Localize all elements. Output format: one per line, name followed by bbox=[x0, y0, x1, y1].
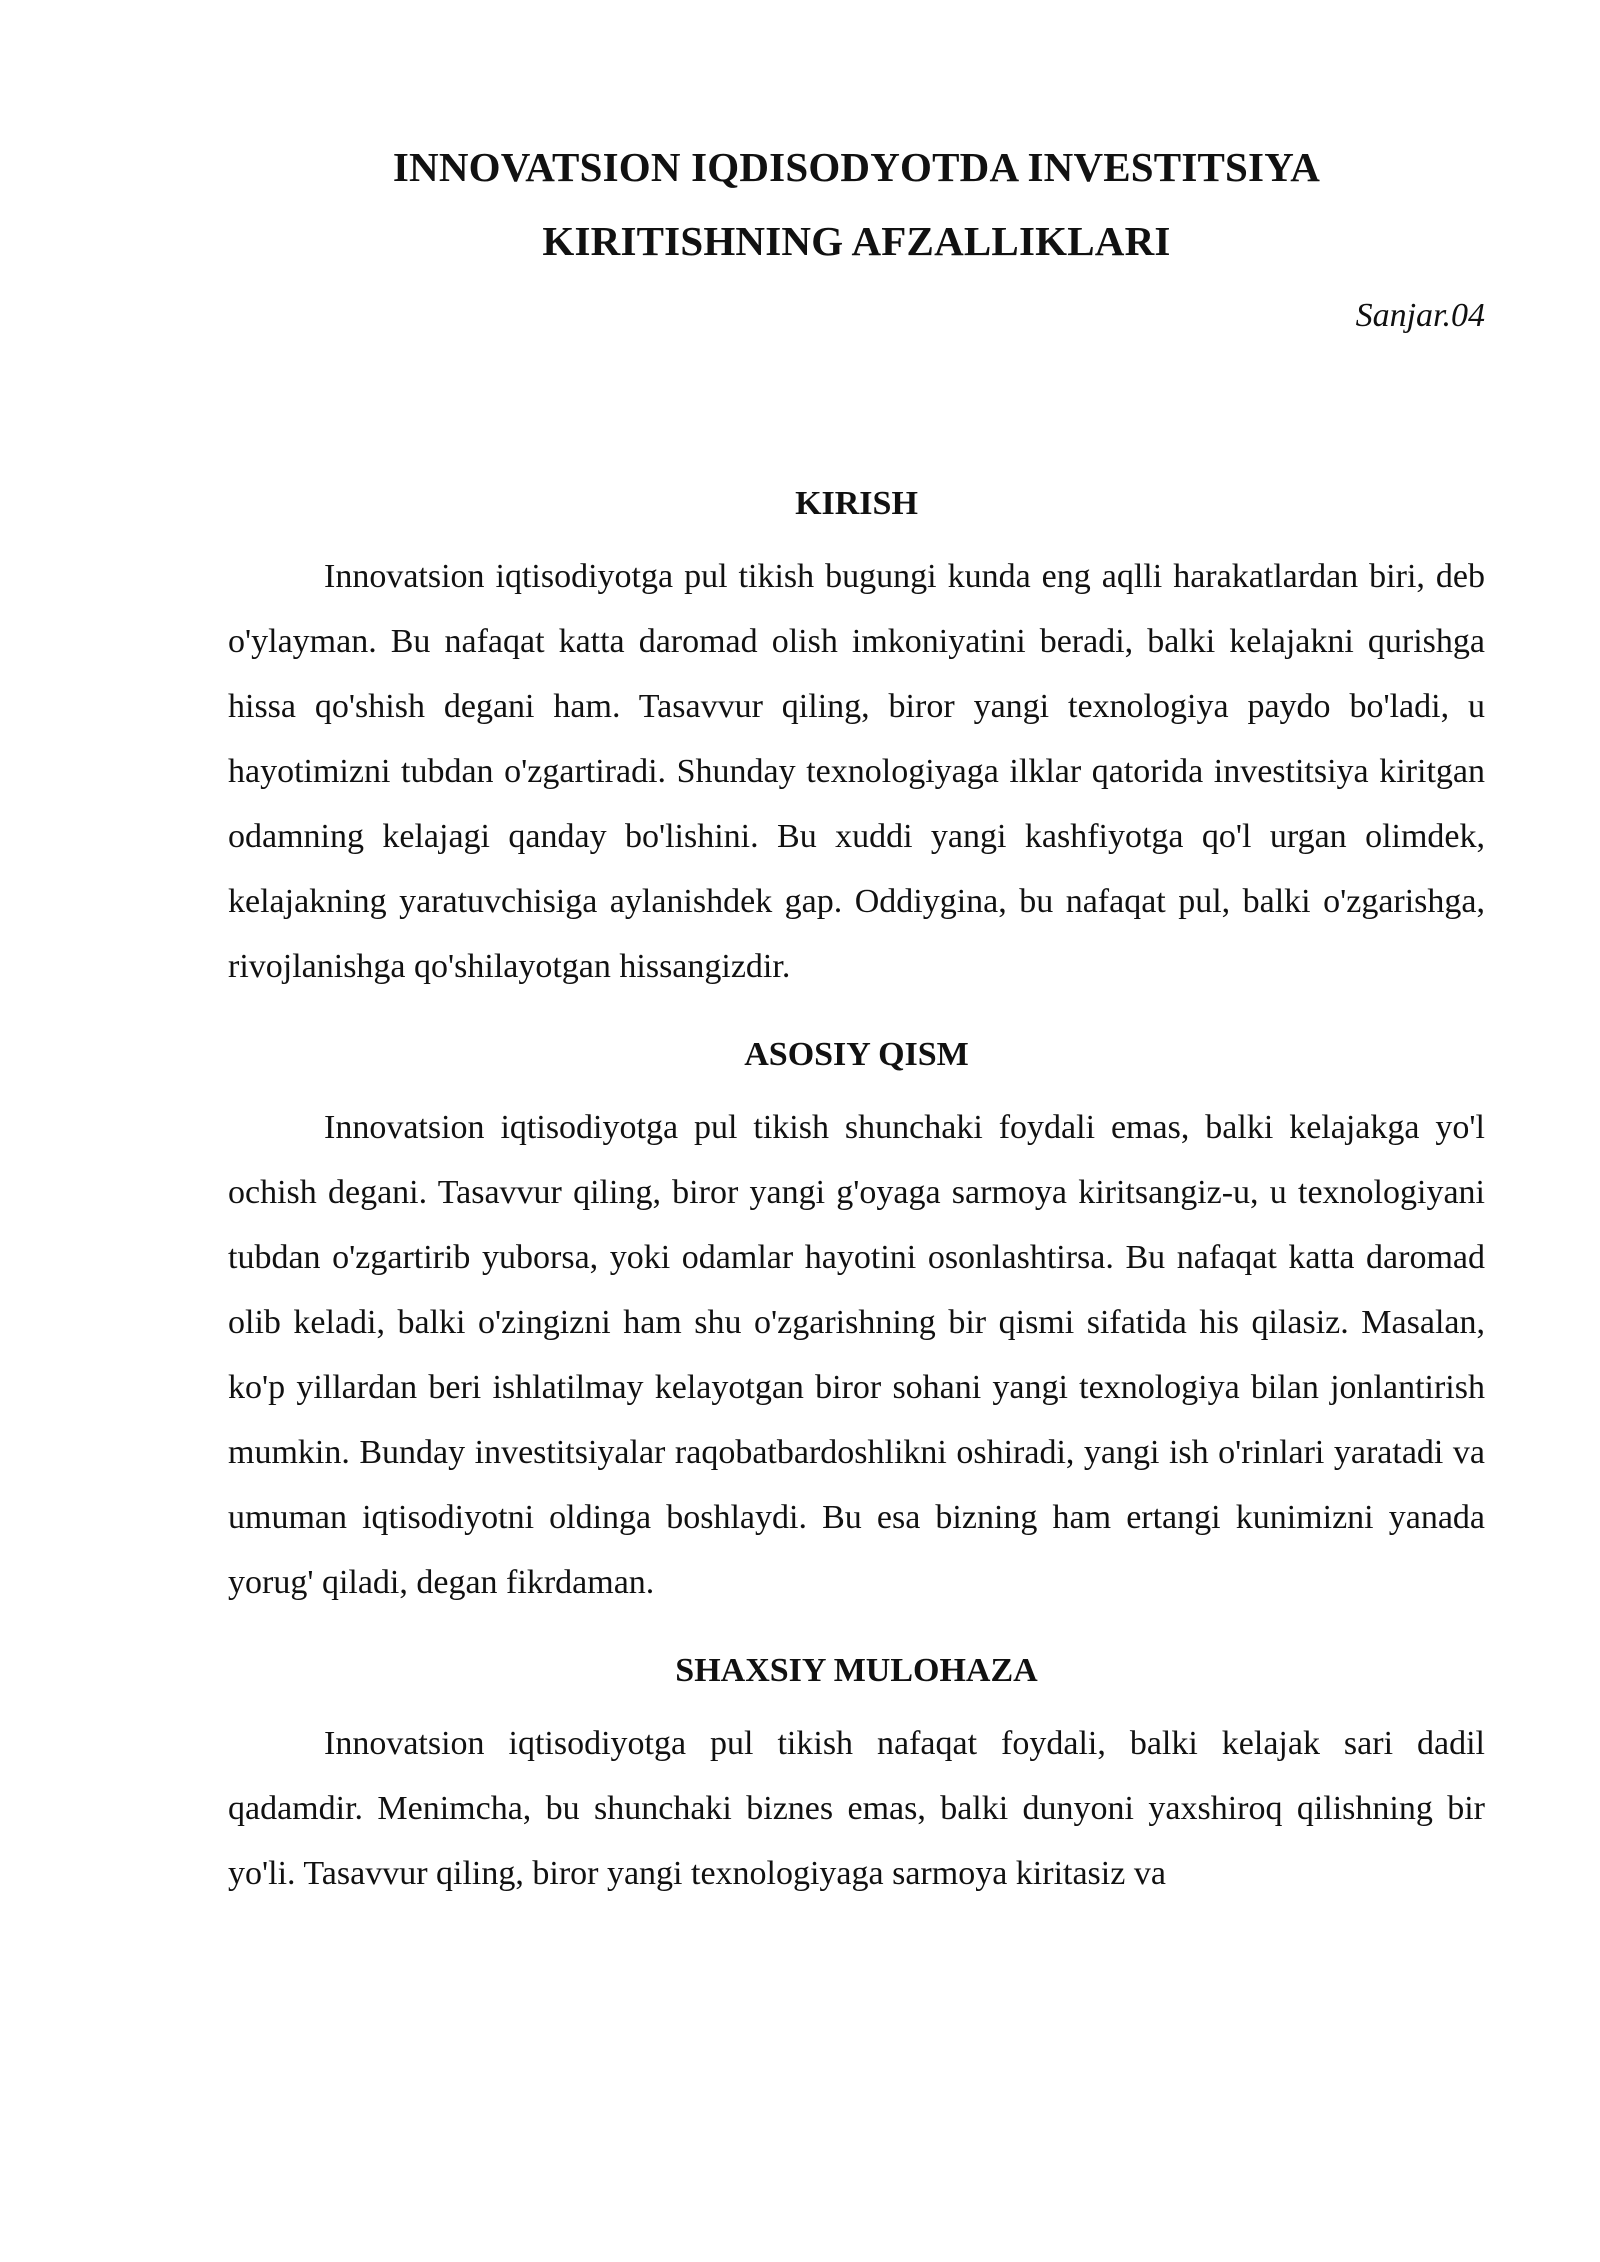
section-heading-shaxsiy-mulohaza: SHAXSIY MULOHAZA bbox=[675, 1652, 1038, 1689]
document-title-line2: KIRITISHNING AFZALLIKLARI bbox=[542, 218, 1171, 264]
document-page bbox=[228, 130, 1485, 1906]
section-paragraph-kirish: Innovatsion iqtisodiyotga pul tikish bugungi kunda eng aqlli harakatlardan biri, deb o'ylayman. Bu nafaqat katta daromad olish imkoniyatini beradi, balki kelajakni qurishga hissa qo'shish degani ham. Tasavvur qiling, biror yangi texnologiya paydo bo'ladi, u hayotimizni tubdan o'zgartiradi. Shunday texnologiyaga ilklar qatorida investitsiya kiritgan odamning kelajagi qanday bo'lishini. Bu xuddi yangi kashfiyotga qo'l urgan olimdek, kelajakning yaratuvchisiga aylanishdek gap. Oddiygina, bu nafaqat pul, balki o'zgarishga, rivojlanishga qo'shilayotgan hissangizdir. bbox=[228, 558, 1485, 985]
section-heading-kirish: KIRISH bbox=[795, 485, 918, 522]
document-title bbox=[228, 130, 1485, 278]
section-paragraph-asosiy-qism: Innovatsion iqtisodiyotga pul tikish shunchaki foydali emas, balki kelajakga yo'l ochish degani. Tasavvur qiling, biror yangi g'oyaga sarmoya kiritsangiz-u, u texnologiyani tubdan o'zgartirib yuborsa, yoki odamlar hayotini osonlashtirsa. Bu nafaqat katta daromad olib keladi, balki o'zingizni ham shu o'zgarishning bir qismi sifatida his qilasiz. Masalan, ko'p yillardan beri ishlatilmay kelayotgan biror sohani yangi texnologiya bilan jonlantirish mumkin. Bunday investitsiyalar raqobatbardoshlikni oshiradi, yangi ish o'rinlari yaratadi va umuman iqtisodiyotni oldinga boshlaydi. Bu esa bizning ham ertangi kunimizni yanada yorug' qiladi, degan fikrdaman. bbox=[228, 1109, 1485, 1601]
section-heading-asosiy-qism: ASOSIY QISM bbox=[744, 1036, 969, 1073]
document-title-line1: INNOVATSION IQDISODYOTDA INVESTITSIYA bbox=[392, 144, 1321, 190]
author-name: Sanjar.04 bbox=[1355, 297, 1485, 334]
section-paragraph-shaxsiy-mulohaza: Innovatsion iqtisodiyotga pul tikish nafaqat foydali, balki kelajak sari dadil qadamdir. Menimcha, bu shunchaki biznes emas, balki dunyoni yaxshiroq qilishning bir yo'li. Tasavvur qiling, biror yangi texnologiyaga sarmoya kiritasiz va bbox=[228, 1725, 1485, 1892]
